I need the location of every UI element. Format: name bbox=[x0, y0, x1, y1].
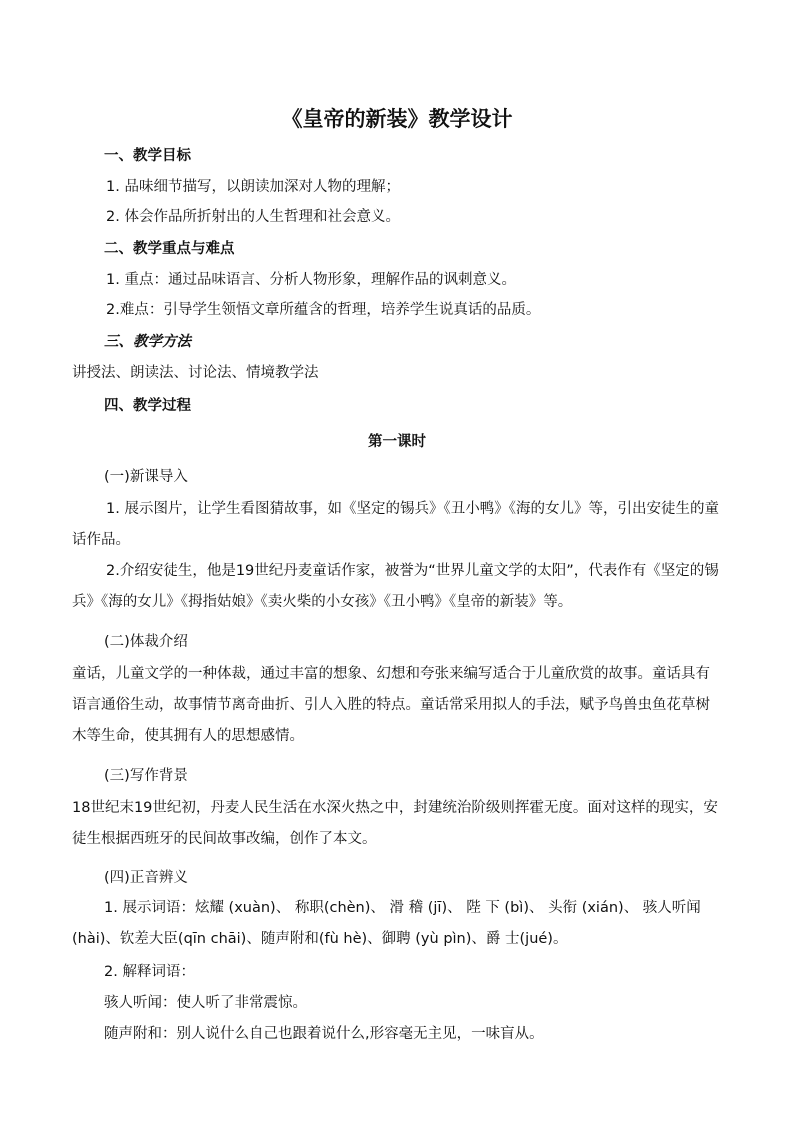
background-paragraph: 18世纪末19世纪初，丹麦人民生活在水深火热之中，封建统治阶级则挥霍无度。面对这样的现实，安徒生根据西班牙的民间故事改编，创作了本文。 bbox=[72, 800, 718, 847]
genre-paragraph: 童话，儿童文学的一种体裁，通过丰富的想象、幻想和夸张来编写适合于儿童欣赏的故事。童话具有语言通俗生动，故事情节离奇曲折、引人入胜的特点。童话常采用拟人的手法，赋予鸟兽虫鱼花草树木等生命，使其拥有人的思想感情。 bbox=[72, 666, 710, 744]
subsection-heading-genre: (二)体裁介绍 bbox=[104, 634, 188, 650]
methods-text: 讲授法、朗读法、讨论法、情境教学法 bbox=[72, 365, 319, 381]
document-title: 《皇帝的新装》教学设计 bbox=[281, 106, 513, 131]
key-point-item-2: 2.难点：引导学生领悟文章所蕴含的哲理，培养学生说真话的品质。 bbox=[106, 302, 541, 318]
section-heading-objectives: 一、教学目标 bbox=[104, 147, 191, 164]
explain-heading: 2. 解释词语： bbox=[104, 964, 195, 980]
subsection-heading-pronunciation: (四)正音辨义 bbox=[104, 870, 188, 886]
section-heading-key-points: 二、教学重点与难点 bbox=[104, 240, 235, 257]
subsection-heading-background: (三)写作背景 bbox=[104, 768, 188, 784]
intro-paragraph-1: 1. 展示图片，让学生看图猜故事，如《坚定的锡兵》《丑小鸭》《海的女儿》等，引出安徒生的童话作品。 bbox=[72, 501, 719, 548]
section-heading-methods: 三、教学方法 bbox=[104, 333, 191, 350]
intro-paragraph-2: 2.介绍安徒生，他是19世纪丹麦童话作家，被誉为“世界儿童文学的太阳”，代表作有《坚定的锡兵》《海的女儿》《拇指姑娘》《卖火柴的小女孩》《丑小鸭》《皇帝的新装》等。 bbox=[72, 563, 719, 610]
lesson-heading: 第一课时 bbox=[368, 433, 426, 450]
explain-item-2: 随声附和：别人说什么自己也跟着说什么,形容毫无主见，一味盲从。 bbox=[104, 1026, 544, 1042]
objective-item-1: 1. 品味细节描写，以朗读加深对人物的理解； bbox=[106, 179, 400, 195]
pronunciation-words: 1. 展示词语：炫耀 (xuàn)、 称职(chèn)、 滑 稽 (jī)、 陛 下 (bì)、 头衔 (xián)、 骇人听闻 (hài)、钦差大臣(qīn chāi)、随声附和(fù hè)、御聘 (yù pìn)、爵 士(jué)。 bbox=[72, 900, 701, 947]
explain-item-1: 骇人听闻：使人听了非常震惊。 bbox=[104, 995, 307, 1011]
section-heading-process: 四、教学过程 bbox=[104, 397, 191, 414]
subsection-heading-intro: (一)新课导入 bbox=[104, 469, 188, 485]
key-point-item-1: 1. 重点：通过品味语言、分析人物形象，理解作品的讽刺意义。 bbox=[106, 272, 516, 288]
objective-item-2: 2. 体会作品所折射出的人生哲理和社会意义。 bbox=[106, 209, 400, 225]
